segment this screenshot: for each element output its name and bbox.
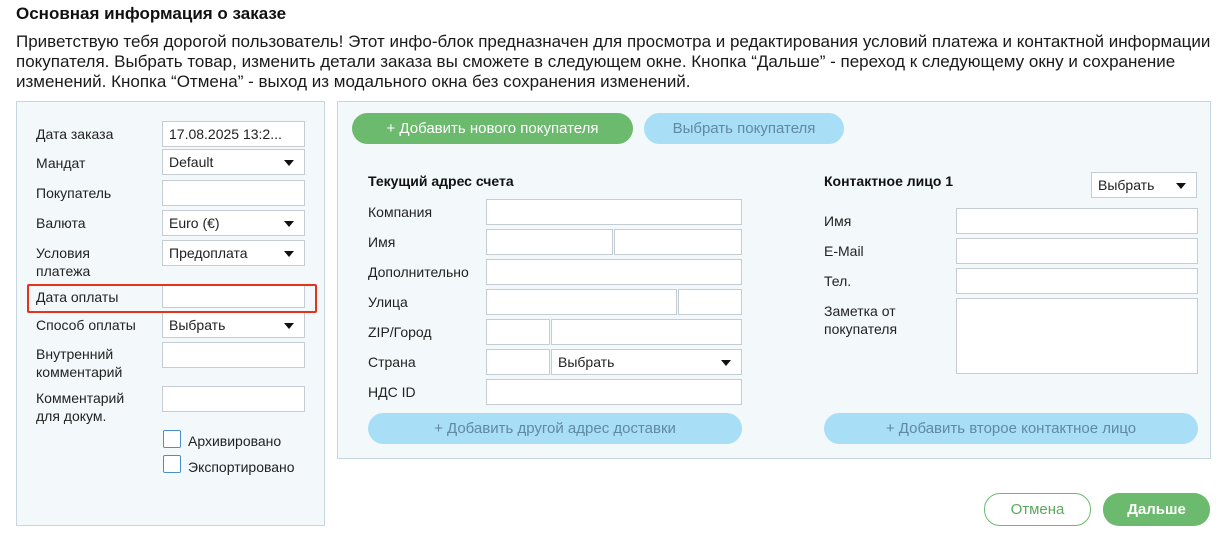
add-second-contact-button[interactable]: + Добавить второе контактное лицо — [824, 413, 1198, 444]
extra-input[interactable] — [486, 259, 742, 285]
country-value: Выбрать — [558, 354, 615, 370]
doc-comment-label-line1: Комментарий — [36, 390, 125, 406]
buyer-note-label-line1: Заметка от — [824, 303, 896, 319]
zip-city-label: ZIP/Город — [368, 324, 432, 340]
buyer-input[interactable] — [162, 180, 305, 206]
vat-input[interactable] — [486, 379, 742, 405]
archived-checkbox[interactable] — [163, 430, 181, 448]
chevron-down-icon — [284, 221, 294, 227]
contact-select[interactable] — [1091, 172, 1197, 198]
order-date-field[interactable]: 17.08.2025 13:2... — [162, 121, 305, 147]
payment-date-highlight — [27, 284, 317, 313]
buyer-label: Покупатель — [36, 185, 112, 201]
country-label: Страна — [368, 354, 416, 370]
mandate-label: Мандат — [36, 155, 86, 171]
company-label: Компания — [368, 204, 433, 220]
payment-terms-label-line1: Условия — [36, 245, 90, 261]
order-details-panel — [16, 101, 325, 526]
contact-phone-input[interactable] — [956, 268, 1198, 294]
last-name-input[interactable] — [614, 229, 742, 255]
payment-terms-label-line2: платежа — [36, 263, 91, 279]
archived-label: Архивировано — [188, 433, 282, 449]
mandate-select[interactable] — [162, 149, 305, 175]
cancel-button[interactable]: Отмена — [984, 493, 1091, 526]
contact-select-value: Выбрать — [1098, 177, 1155, 193]
first-name-input[interactable] — [486, 229, 613, 255]
internal-comment-input[interactable] — [162, 342, 305, 368]
company-input[interactable] — [486, 199, 742, 225]
chevron-down-icon — [284, 251, 294, 257]
chevron-down-icon — [284, 323, 294, 329]
contact-name-input[interactable] — [956, 208, 1198, 234]
intro-text: Приветствую тебя дорогой пользователь! Этот инфо-блок предназначен для просмотра и редактирования условий платежа и контактной информации покупателя. Выбрать товар, изменить детали заказа вы сможете в следующем окне. Кнопка “Дальше” - переход к следующему окну и сохранение изменений. Кнопка “Отмена” - выход из модального окна без сохранения изменений. — [16, 32, 1211, 91]
internal-comment-label-line1: Внутренний — [36, 346, 114, 362]
billing-heading: Текущий адрес счета — [368, 173, 514, 189]
currency-value: Euro (€) — [169, 215, 220, 231]
contact-name-label: Имя — [824, 213, 852, 229]
street-input[interactable] — [486, 289, 677, 315]
choose-buyer-button[interactable]: Выбрать покупателя — [644, 113, 844, 144]
payment-method-value: Выбрать — [169, 317, 226, 333]
zip-input[interactable] — [486, 319, 550, 345]
payment-method-select[interactable] — [162, 312, 305, 338]
chevron-down-icon — [1176, 183, 1186, 189]
add-delivery-address-button[interactable]: + Добавить другой адрес доставки — [368, 413, 742, 444]
contact-email-input[interactable] — [956, 238, 1198, 264]
vat-label: НДС ID — [368, 384, 416, 400]
chevron-down-icon — [721, 360, 731, 366]
house-number-input[interactable] — [678, 289, 742, 315]
payment-method-label: Способ оплаты — [36, 317, 136, 333]
mandate-value: Default — [169, 154, 214, 170]
buyer-note-label-line2: покупателя — [824, 321, 898, 337]
currency-label: Валюта — [36, 215, 86, 231]
buyer-note-textarea[interactable] — [956, 298, 1198, 374]
country-code-input[interactable] — [486, 349, 550, 375]
exported-checkbox[interactable] — [163, 455, 181, 473]
contact-email-label: E-Mail — [824, 243, 864, 259]
chevron-down-icon — [284, 160, 294, 166]
payment-date-label: Дата оплаты — [36, 289, 119, 305]
city-input[interactable] — [551, 319, 742, 345]
page-title: Основная информация о заказе — [16, 4, 287, 23]
doc-comment-input[interactable] — [162, 386, 305, 412]
country-select[interactable] — [551, 349, 742, 375]
billing-name-label: Имя — [368, 234, 396, 250]
buyer-panel — [337, 101, 1211, 459]
contact-phone-label: Тел. — [824, 273, 852, 289]
currency-select[interactable] — [162, 210, 305, 236]
street-label: Улица — [368, 294, 408, 310]
internal-comment-label-line2: комментарий — [36, 364, 123, 380]
order-date-label: Дата заказа — [36, 126, 114, 142]
contact-heading: Контактное лицо 1 — [824, 173, 954, 189]
doc-comment-label-line2: для докум. — [36, 408, 107, 424]
payment-terms-select[interactable] — [162, 240, 305, 266]
payment-terms-value: Предоплата — [169, 245, 248, 261]
add-new-buyer-button[interactable]: + Добавить нового покупателя — [352, 113, 633, 144]
next-button[interactable]: Дальше — [1103, 493, 1210, 526]
extra-label: Дополнительно — [368, 264, 469, 280]
exported-label: Экспортировано — [188, 459, 295, 475]
